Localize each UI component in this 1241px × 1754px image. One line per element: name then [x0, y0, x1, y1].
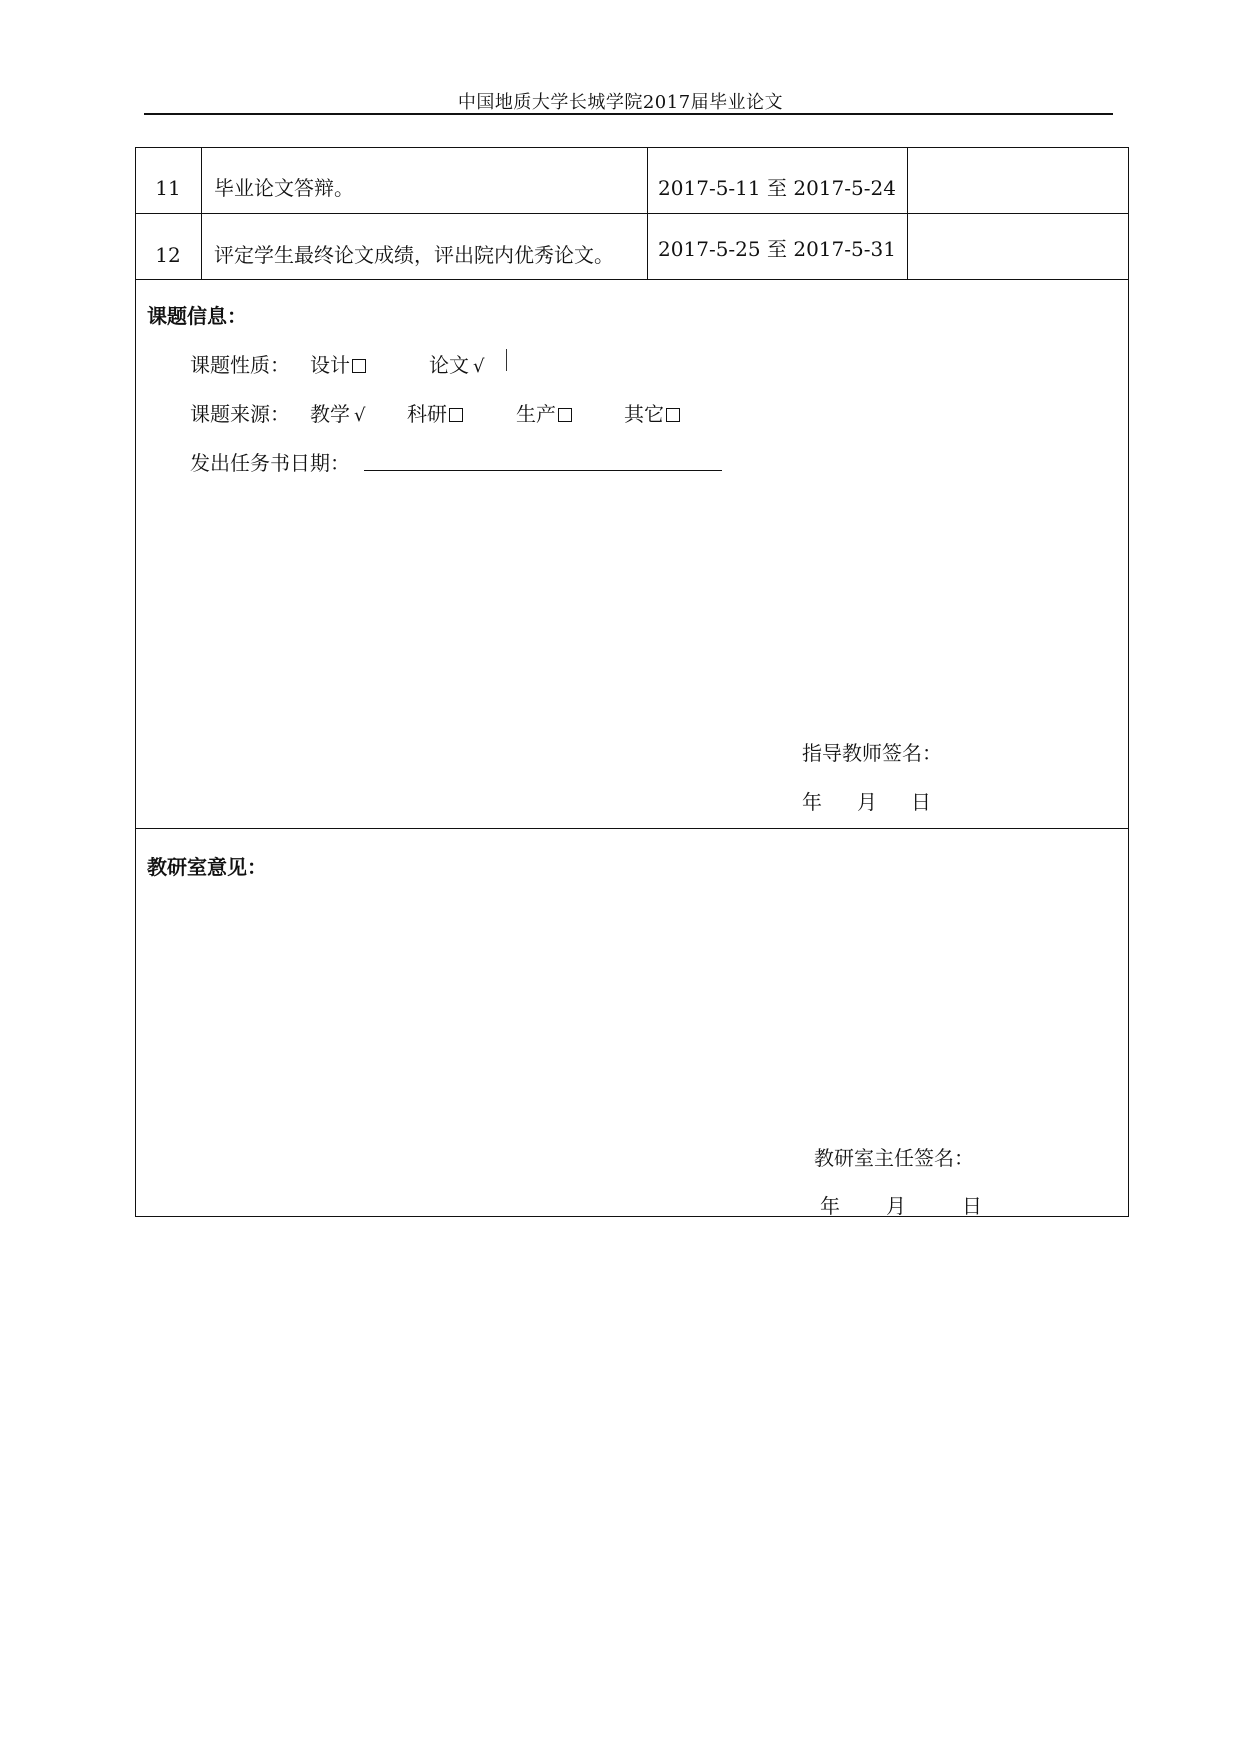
option-label: 论文	[429, 353, 469, 377]
col-divider-period	[907, 147, 908, 279]
unchecked-box-icon[interactable]	[558, 408, 572, 422]
schedule-row-period: 2017-5-25 至 2017-5-31	[658, 237, 896, 261]
director-sign-day: 日	[962, 1194, 982, 1218]
teacher-signature-label: 指导教师签名：	[802, 741, 942, 765]
topic-source-option-other[interactable]	[624, 398, 680, 427]
issue-date-label: 发出任务书日期：	[190, 451, 350, 475]
topic-nature-option-design[interactable]	[310, 349, 366, 378]
schedule-bottom-rule	[135, 279, 1129, 280]
office-opinion-heading: 教研室意见：	[147, 855, 267, 879]
unchecked-box-icon[interactable]	[666, 408, 680, 422]
topic-info-heading: 课题信息：	[147, 304, 247, 328]
row-divider-11-12	[135, 213, 1129, 214]
teacher-sign-month: 月	[857, 790, 877, 814]
header-rule	[144, 113, 1113, 115]
section-divider	[135, 828, 1129, 829]
topic-source-option-research[interactable]	[407, 398, 463, 427]
text-cursor-icon	[506, 349, 507, 371]
director-signature-label: 教研室主任签名：	[814, 1146, 974, 1170]
director-sign-month: 月	[886, 1194, 906, 1218]
form-frame	[135, 147, 1129, 1217]
page-header-title: 中国地质大学长城学院2017届毕业论文	[457, 92, 784, 113]
topic-source-label: 课题来源：	[190, 402, 290, 426]
teacher-sign-day: 日	[911, 790, 931, 814]
schedule-row-task: 毕业论文答辩。	[214, 176, 354, 200]
topic-source-option-production[interactable]	[516, 398, 572, 427]
director-sign-year: 年	[820, 1194, 840, 1218]
option-label: 科研	[407, 402, 447, 426]
unchecked-box-icon[interactable]	[352, 359, 366, 373]
teacher-sign-year: 年	[802, 790, 822, 814]
issue-date-underline	[364, 470, 722, 471]
schedule-row-no: 11	[155, 176, 181, 200]
option-label: 其它	[624, 402, 664, 426]
schedule-row-task: 评定学生最终论文成绩，评出院内优秀论文。	[214, 243, 614, 267]
option-label: 教学	[310, 402, 350, 426]
check-mark-icon: √	[354, 405, 366, 426]
check-mark-icon: √	[473, 356, 485, 377]
schedule-row-no: 12	[155, 243, 181, 267]
option-label: 生产	[516, 402, 556, 426]
col-divider-no	[201, 147, 202, 279]
topic-nature-option-thesis[interactable]	[429, 349, 484, 378]
unchecked-box-icon[interactable]	[449, 408, 463, 422]
topic-source-option-teaching[interactable]	[310, 398, 365, 427]
schedule-row-period: 2017-5-11 至 2017-5-24	[658, 176, 896, 200]
topic-nature-label: 课题性质：	[190, 353, 290, 377]
option-label: 设计	[310, 353, 350, 377]
